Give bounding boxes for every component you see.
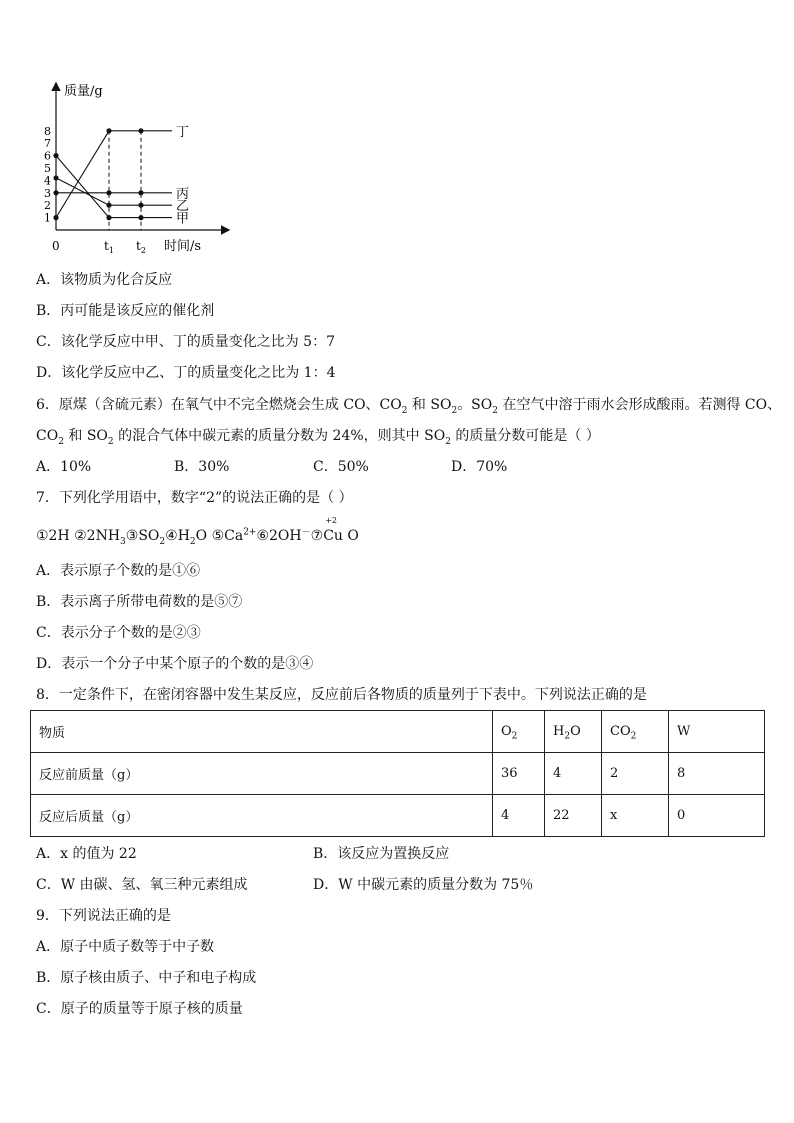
q5-option-b[interactable]: B．丙可能是该反应的催化剂	[36, 303, 215, 319]
q5-option-a[interactable]: A．该物质为化合反应	[36, 272, 173, 288]
header-o2: $O_2$	[493, 711, 545, 753]
y-tick-label: 5	[44, 162, 51, 175]
x-axis-label: 时间/s	[164, 239, 202, 254]
data-point	[53, 215, 58, 220]
q8-option-d[interactable]: D．W 中碳元素的质量分数为 75％	[313, 877, 534, 893]
table-header-row	[31, 711, 765, 753]
series-label: 甲	[176, 211, 190, 227]
header-substance: 物质	[31, 711, 493, 753]
q7-option-c[interactable]: C．表示分子个数的是②③	[36, 625, 201, 641]
series-label: 丙	[176, 186, 190, 202]
y-tick-label: 4	[44, 174, 51, 188]
q7-option-a[interactable]: A．表示原子个数的是①⑥	[36, 563, 201, 579]
q7-stem: 7．下列化学用语中，数字“2”的说法正确的是（ ）	[36, 490, 353, 506]
q8-option-a[interactable]: A．x 的值为 22	[36, 846, 137, 862]
q6-option-a[interactable]: A．10%	[36, 459, 92, 475]
data-point	[106, 215, 111, 220]
row-label: 反应后质量（g）	[31, 795, 493, 837]
q7-option-b[interactable]: B．表示离子所带电荷数的是⑤⑦	[36, 594, 243, 610]
q6-option-c[interactable]: C．50%	[313, 459, 369, 475]
q8-options-row2	[36, 875, 756, 895]
data-point	[138, 190, 143, 195]
q6-stem-line2: $CO_2$ 和 $SO_2$ 的混合气体中碳元素的质量分数为 24%，则其中 $SO_2$ 的质量分数可能是（ ）	[36, 428, 600, 447]
q7-formulas: ①2H $②2NH_3③SO_2④H_2O$ $⑤Ca^{2+}⑥2OH^-⑦$ +2 Cu O	[36, 516, 359, 547]
y-axis-label: 质量/g	[64, 84, 103, 99]
y-tick-label: 2	[44, 199, 51, 213]
x-tick-label: $t_2$	[136, 239, 146, 255]
data-point	[106, 190, 111, 195]
q6-option-d[interactable]: D．70%	[451, 459, 508, 475]
header-w: W	[669, 711, 765, 753]
cell: 4	[545, 753, 602, 795]
table-row	[31, 795, 765, 837]
series-line	[56, 131, 172, 218]
cell: x	[602, 795, 669, 837]
x-tick-label: $t_1$	[104, 239, 114, 255]
q6-option-b[interactable]: B．30%	[174, 459, 230, 475]
y-tick-label: 3	[44, 186, 51, 200]
cell: 22	[545, 795, 602, 837]
q8-options-row1	[36, 844, 756, 864]
data-point	[106, 203, 111, 208]
header-h2o: $H_2O$	[545, 711, 602, 753]
series-label: 乙	[176, 199, 190, 215]
mass-time-chart	[36, 78, 236, 258]
data-point	[138, 128, 143, 133]
series-label: 丁	[176, 124, 190, 140]
y-tick-label: 6	[44, 149, 51, 163]
data-point	[53, 153, 58, 158]
q9-stem: 9．下列说法正确的是	[36, 908, 171, 924]
data-point	[53, 190, 58, 195]
data-point	[106, 128, 111, 133]
table-row	[31, 753, 765, 795]
q6-stem-line1: 6．原煤（含硫元素）在氧气中不完全燃烧会生成 CO、$CO_2$ 和 $SO_2$。$SO_2$ 在空气中溶于雨水会形成酸雨。若测得 CO、	[36, 397, 782, 416]
cell: 0	[669, 795, 765, 837]
data-point	[53, 175, 58, 180]
q9-option-b[interactable]: B．原子核由质子、中子和电子构成	[36, 970, 257, 986]
q5-option-d[interactable]: D．该化学反应中乙、丁的质量变化之比为 1：4	[36, 365, 336, 381]
q8-stem: 8．一定条件下，在密闭容器中发生某反应，反应前后各物质的质量列于下表中。下列说法正确的是	[36, 687, 647, 703]
cell: 2	[602, 753, 669, 795]
q7-option-d[interactable]: D．表示一个分子中某个原子的个数的是③④	[36, 656, 314, 672]
q8-option-c[interactable]: C．W 由碳、氢、氧三种元素组成	[36, 877, 248, 893]
header-co2: $CO_2$	[602, 711, 669, 753]
data-point	[138, 215, 143, 220]
cell: 36	[493, 753, 545, 795]
cell: 4	[493, 795, 545, 837]
q5-option-c[interactable]: C．该化学反应中甲、丁的质量变化之比为 5：7	[36, 334, 335, 350]
q9-option-a[interactable]: A．原子中质子数等于中子数	[36, 939, 215, 955]
series-line	[56, 178, 172, 205]
y-tick-label: 8	[44, 124, 51, 138]
q8-mass-table	[30, 710, 765, 837]
cell: 8	[669, 753, 765, 795]
y-tick-label: 7	[44, 137, 51, 151]
q8-option-b[interactable]: B．该反应为置换反应	[313, 846, 450, 862]
y-tick-label: 1	[44, 211, 51, 225]
data-point	[138, 203, 143, 208]
q9-option-c[interactable]: C．原子的质量等于原子核的质量	[36, 1001, 243, 1017]
q6-options	[36, 457, 756, 477]
row-label: 反应前质量（g）	[31, 753, 493, 795]
origin-label: 0	[52, 239, 60, 253]
